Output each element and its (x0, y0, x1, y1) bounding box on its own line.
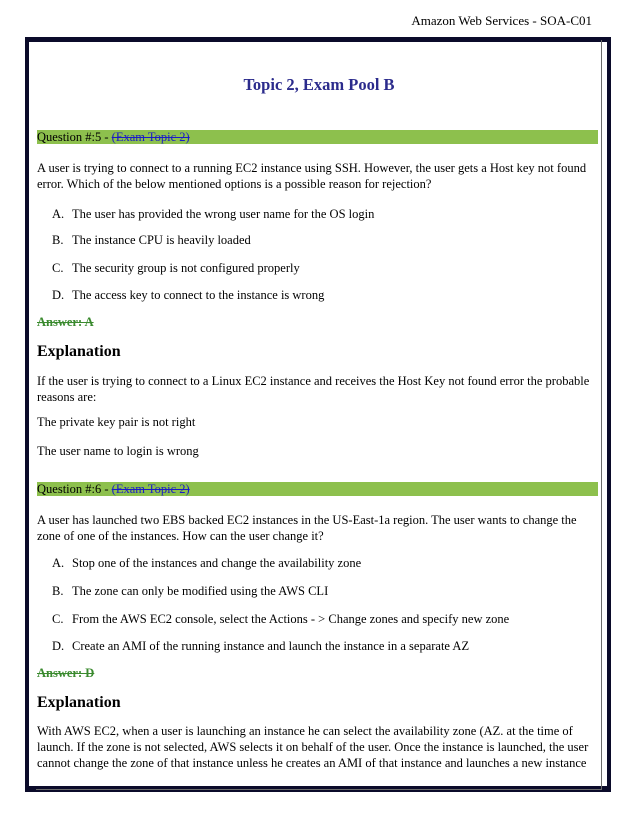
question-bar-5 (37, 130, 598, 144)
explanation-text: If the user is trying to connect to a Linux EC2 instance and receives the Host Key not found error the probable reasons are: (37, 374, 590, 404)
option-c (52, 611, 509, 627)
answer-5: Answer: A (37, 315, 94, 329)
option-letter: B. (52, 584, 64, 598)
option-text: From the AWS EC2 console, select the Actions - > Change zones and specify new zone (72, 612, 510, 626)
question-source-link[interactable]: (Exam Topic 2) (111, 130, 190, 144)
option-text: The instance CPU is heavily loaded (72, 233, 251, 247)
topic-title: Topic 2, Exam Pool B (243, 75, 395, 94)
option-letter: A. (52, 207, 65, 221)
question-label: Question #:5 - (37, 130, 112, 144)
question-text-6: A user has launched two EBS backed EC2 instances in the US-East-1a region. The user wants to change the zone of one of the instances. How can the user change it? (37, 513, 577, 543)
option-text: The zone can only be modified using the AWS CLI (72, 584, 329, 598)
option-b (52, 583, 328, 599)
option-b (52, 232, 251, 248)
option-a (52, 555, 361, 571)
explanation-text: The user name to login is wrong (37, 444, 199, 458)
option-text: The user has provided the wrong user name for the OS login (72, 207, 375, 221)
question-bar-6 (37, 482, 598, 496)
option-letter: D. (52, 639, 65, 653)
option-d (52, 638, 469, 654)
option-a (52, 206, 374, 222)
explanation-text: With AWS EC2, when a user is launching an instance he can select the availability zone (AZ. at the time of launch. If the zone is not selected, AWS selects it on behalf of the user. Once the instance is launched, the user cannot change the zone of that instance unless he creates an AMI of that instance and launches a new instance (37, 724, 589, 770)
explanation-heading-6: Explanation (37, 694, 121, 711)
question-source-link[interactable]: (Exam Topic 2) (111, 482, 190, 496)
option-text: The access key to connect to the instance is wrong (72, 288, 325, 302)
question-label: Question #:6 - (37, 482, 112, 496)
option-c (52, 260, 300, 276)
option-letter: A. (52, 556, 65, 570)
option-letter: B. (52, 233, 64, 247)
question-text-5: A user is trying to connect to a running EC2 instance using SSH. However, the user gets a Host key not found error. Which of the below mentioned options is a possible reason for rejection? (37, 161, 587, 191)
option-text: The security group is not configured properly (72, 261, 300, 275)
explanation-heading-5: Explanation (37, 343, 121, 360)
option-letter: C. (52, 612, 64, 626)
option-text: Stop one of the instances and change the availability zone (72, 556, 362, 570)
explanation-text: The private key pair is not right (37, 415, 196, 429)
option-letter: D. (52, 288, 65, 302)
answer-6: Answer: D (37, 666, 95, 680)
option-text: Create an AMI of the running instance and launch the instance in a separate AZ (72, 639, 470, 653)
document-header: Amazon Web Services - SOA-C01 (411, 13, 592, 28)
option-d (52, 287, 324, 303)
option-letter: C. (52, 261, 64, 275)
